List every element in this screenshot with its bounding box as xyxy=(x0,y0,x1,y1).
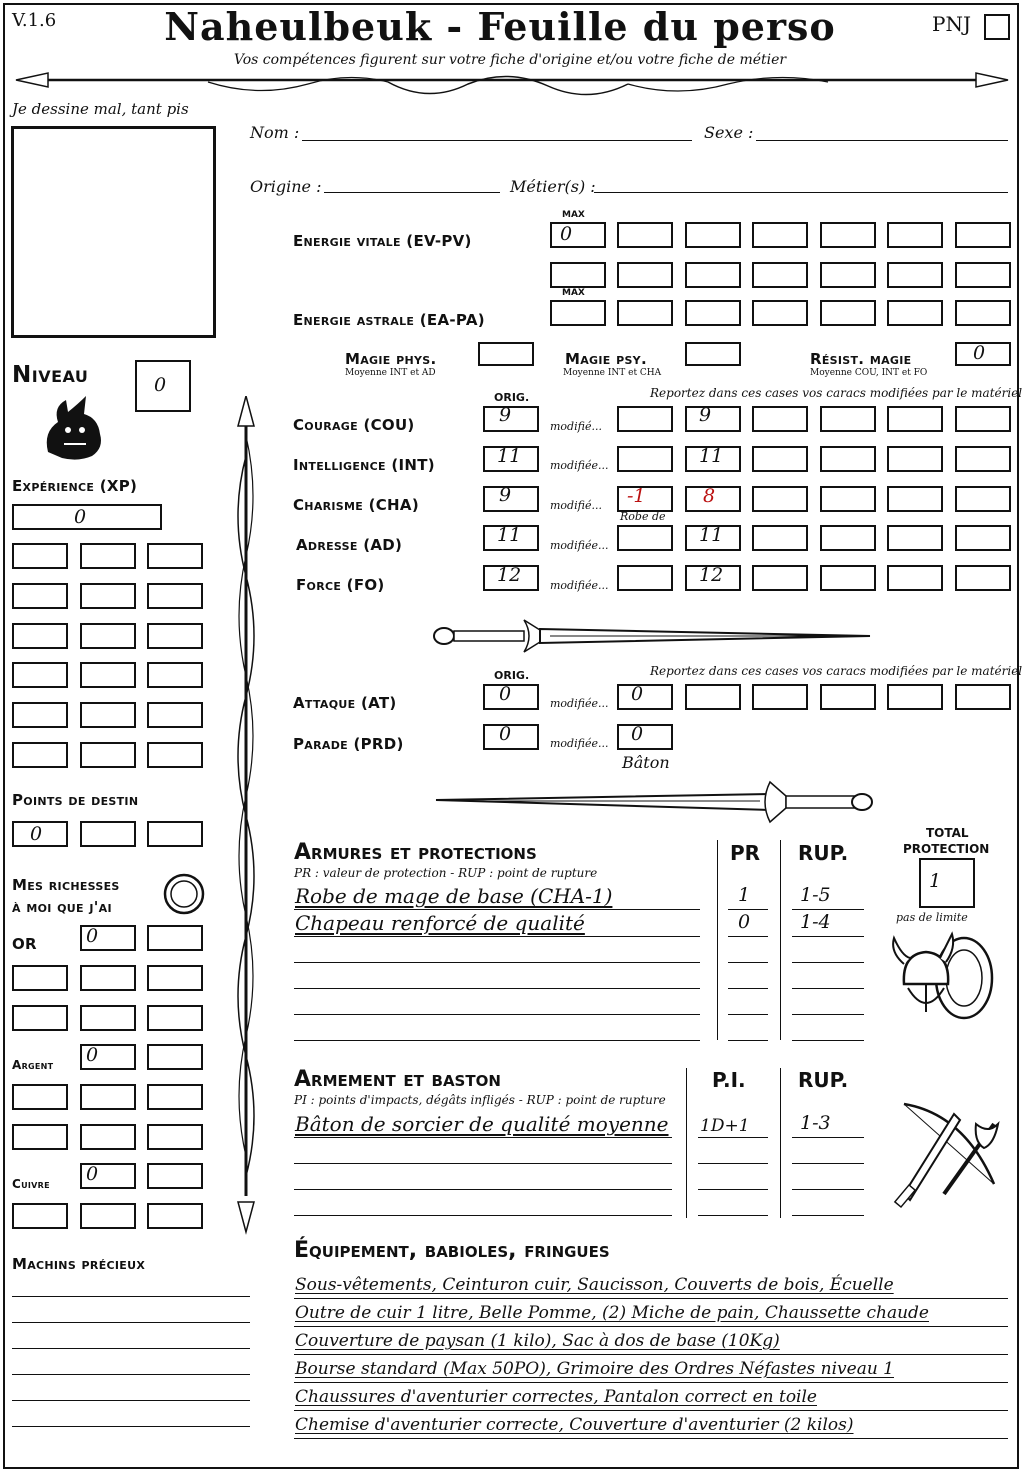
charisme-box[interactable] xyxy=(955,486,1011,512)
xp-box[interactable] xyxy=(12,583,68,609)
machins-line[interactable] xyxy=(12,1426,250,1427)
adresse-mod-box[interactable] xyxy=(617,525,673,551)
ea-box[interactable] xyxy=(617,300,673,326)
attaque-modified: 0 xyxy=(631,683,644,705)
ea-box[interactable] xyxy=(887,300,943,326)
parade-modifiee-label: modifiée... xyxy=(550,737,609,750)
armure-pr-line[interactable] xyxy=(728,962,768,963)
ev-box[interactable] xyxy=(617,222,673,248)
adresse-box[interactable] xyxy=(820,525,876,551)
page-title: Naheulbeuk - Feuille du perso xyxy=(164,4,836,49)
cuivre-value: 0 xyxy=(86,1163,99,1185)
origine-field[interactable] xyxy=(324,192,500,193)
total-protection-value: 1 xyxy=(929,870,942,892)
argent-box[interactable] xyxy=(80,1084,136,1110)
origine-label: Origine : xyxy=(250,177,322,196)
richesses-label-2: à moi que j'ai xyxy=(12,898,112,916)
armement-rup-line[interactable] xyxy=(792,1189,864,1190)
argent-box[interactable] xyxy=(147,1124,203,1150)
xp-box[interactable] xyxy=(80,662,136,688)
destin-box[interactable] xyxy=(80,821,136,847)
courage-box[interactable] xyxy=(887,406,943,432)
attaque-box[interactable] xyxy=(820,684,876,710)
dragon-icon xyxy=(38,392,108,464)
argent-label: Argent xyxy=(12,1058,54,1072)
attaque-box[interactable] xyxy=(955,684,1011,710)
armement-line[interactable] xyxy=(294,1215,672,1216)
force-orig-box[interactable] xyxy=(483,565,539,591)
xp-box[interactable] xyxy=(80,623,136,649)
vertical-spear-icon xyxy=(226,396,266,1256)
xp-box[interactable] xyxy=(147,543,203,569)
adresse-box[interactable] xyxy=(887,525,943,551)
force-modified-box[interactable] xyxy=(685,565,741,591)
charisme-orig: 9 xyxy=(499,484,512,506)
xp-box[interactable] xyxy=(12,623,68,649)
cuivre-box[interactable] xyxy=(80,1203,136,1229)
or-box[interactable] xyxy=(147,925,203,951)
combat-report-note: Reportez dans ces cases vos caracs modifiées par le matériel xyxy=(650,664,1023,678)
xp-box[interactable] xyxy=(12,662,68,688)
parade-modified: 0 xyxy=(631,723,644,745)
armure-pr-line[interactable] xyxy=(728,1040,768,1041)
armure-rup-line[interactable] xyxy=(792,909,864,910)
parade-orig: 0 xyxy=(499,723,512,745)
force-box[interactable] xyxy=(955,565,1011,591)
adresse-modifiee-label: modifiée... xyxy=(550,539,609,552)
cuivre-label: Cuivre xyxy=(12,1177,50,1191)
argent-box[interactable] xyxy=(147,1044,203,1070)
total-protection-label-2: PROTECTION xyxy=(903,842,990,856)
total-protection-label: TOTAL xyxy=(926,826,969,840)
equipement-rule[interactable] xyxy=(294,1382,1008,1383)
armement-line[interactable] xyxy=(294,1163,672,1164)
metier-field[interactable] xyxy=(594,192,1008,193)
armure-row-pr: 1 xyxy=(738,884,751,906)
equipement-rule[interactable] xyxy=(294,1410,1008,1411)
armement-note: PI : points d'impacts, dégâts infligés - RUP : point de rupture xyxy=(294,1093,666,1107)
stats-orig-label: ORIG. xyxy=(494,391,530,404)
charisme-orig-box[interactable] xyxy=(483,486,539,512)
cuivre-box[interactable] xyxy=(12,1203,68,1229)
xp-box[interactable] xyxy=(80,702,136,728)
intelligence-mod-box[interactable] xyxy=(617,446,673,472)
force-box[interactable] xyxy=(820,565,876,591)
cuivre-box[interactable] xyxy=(147,1163,203,1189)
xp-label: Expérience (XP) xyxy=(12,477,138,495)
armement-rup-line[interactable] xyxy=(792,1163,864,1164)
armure-rup-line[interactable] xyxy=(792,988,864,989)
attaque-box[interactable] xyxy=(887,684,943,710)
attaque-modifiee-label: modifiée... xyxy=(550,697,609,710)
combat-orig-label: ORIG. xyxy=(494,669,530,682)
metier-label: Métier(s) : xyxy=(510,177,596,196)
magie-phys-label: Magie phys. xyxy=(345,350,437,368)
sexe-field[interactable] xyxy=(756,140,1008,141)
armure-row-name: Robe de mage de base (CHA-1) xyxy=(295,884,613,908)
intelligence-box[interactable] xyxy=(955,446,1011,472)
or-label: OR xyxy=(12,935,37,953)
armement-divider xyxy=(686,1068,687,1218)
equipement-rule[interactable] xyxy=(294,1438,1008,1439)
attaque-label: Attaque (AT) xyxy=(293,694,397,712)
armure-line[interactable] xyxy=(294,936,700,937)
ev-box[interactable] xyxy=(685,262,741,288)
armure-pr-line[interactable] xyxy=(728,988,768,989)
ev-max-label: MAX xyxy=(562,210,585,220)
cuivre-box[interactable] xyxy=(147,1203,203,1229)
xp-box[interactable] xyxy=(147,583,203,609)
intelligence-modified-box[interactable] xyxy=(685,446,741,472)
niveau-value: 0 xyxy=(154,374,167,396)
parade-note: Bâton xyxy=(622,753,670,772)
charisme-modified: 8 xyxy=(703,485,716,507)
resist-magie-label: Résist. magie xyxy=(810,350,912,368)
sexe-label: Sexe : xyxy=(704,123,754,142)
coin-icon xyxy=(162,872,206,916)
ea-box[interactable] xyxy=(820,300,876,326)
force-box[interactable] xyxy=(752,565,808,591)
armement-pi-line[interactable] xyxy=(698,1215,768,1216)
xp-box[interactable] xyxy=(12,504,162,530)
ea-max-box[interactable] xyxy=(550,300,606,326)
intelligence-orig: 11 xyxy=(497,445,522,467)
argent-box[interactable] xyxy=(80,1124,136,1150)
argent-box[interactable] xyxy=(80,1044,136,1070)
courage-orig-box[interactable] xyxy=(483,406,539,432)
pnj-checkbox[interactable] xyxy=(984,14,1010,40)
machins-line[interactable] xyxy=(12,1348,250,1349)
intelligence-orig-box[interactable] xyxy=(483,446,539,472)
magie-psy-label: Magie psy. xyxy=(565,350,647,368)
armures-divider xyxy=(780,840,781,1040)
armure-row-rup: 1-5 xyxy=(800,884,831,906)
ev-max-value: 0 xyxy=(560,223,573,245)
courage-mod-box[interactable] xyxy=(617,406,673,432)
machins-line[interactable] xyxy=(12,1296,250,1297)
armure-pr-line[interactable] xyxy=(728,909,768,910)
magie-phys-note: Moyenne INT et AD xyxy=(345,368,436,378)
ev-box[interactable] xyxy=(550,262,606,288)
ev-box[interactable] xyxy=(685,222,741,248)
equipement-title: Équipement, babioles, fringues xyxy=(294,1238,610,1263)
niveau-box[interactable] xyxy=(135,360,191,412)
attaque-orig: 0 xyxy=(499,683,512,705)
xp-box[interactable] xyxy=(12,543,68,569)
xp-box[interactable] xyxy=(147,662,203,688)
xp-box[interactable] xyxy=(80,742,136,768)
courage-orig: 9 xyxy=(499,404,512,426)
argent-box[interactable] xyxy=(12,1084,68,1110)
armure-pr-line[interactable] xyxy=(728,1014,768,1015)
armement-rup-line[interactable] xyxy=(792,1215,864,1216)
armement-line[interactable] xyxy=(294,1189,672,1190)
courage-modified-box[interactable] xyxy=(685,406,741,432)
charisme-box[interactable] xyxy=(820,486,876,512)
armement-pi-line[interactable] xyxy=(698,1137,768,1138)
ev-box[interactable] xyxy=(820,262,876,288)
adresse-box[interactable] xyxy=(752,525,808,551)
charisme-box[interactable] xyxy=(752,486,808,512)
charisme-mod: -1 xyxy=(627,485,646,507)
armures-col-pr: PR xyxy=(730,841,761,865)
armement-row-pi: 1D+1 xyxy=(700,1116,750,1136)
equipement-line: Chaussures d'aventurier correctes, Pantalon correct en toile xyxy=(295,1387,817,1407)
richesses-label: Mes richesses xyxy=(12,876,120,894)
resist-magie-box[interactable] xyxy=(955,342,1011,366)
ea-label: Energie astrale (EA-PA) xyxy=(293,311,485,329)
machins-line[interactable] xyxy=(12,1322,250,1323)
intelligence-box[interactable] xyxy=(887,446,943,472)
machins-label: Machins précieux xyxy=(12,1255,146,1273)
page-subtitle: Vos compétences figurent sur votre fiche d'origine et/ou votre fiche de métier xyxy=(233,52,787,68)
armure-line[interactable] xyxy=(294,988,700,989)
armure-line[interactable] xyxy=(294,909,700,910)
parade-modified-box[interactable] xyxy=(617,724,673,750)
sword-icon xyxy=(430,776,876,828)
adresse-orig-box[interactable] xyxy=(483,525,539,551)
armures-col-rup: RUP. xyxy=(798,841,849,865)
pnj-label: PNJ xyxy=(932,12,971,36)
adresse-box[interactable] xyxy=(955,525,1011,551)
argent-box[interactable] xyxy=(12,1124,68,1150)
courage-box[interactable] xyxy=(955,406,1011,432)
ev-box[interactable] xyxy=(752,262,808,288)
argent-box[interactable] xyxy=(147,1084,203,1110)
armure-rup-line[interactable] xyxy=(792,936,864,937)
equipement-line: Outre de cuir 1 litre, Belle Pomme, (2) Miche de pain, Chaussette chaude xyxy=(295,1303,929,1323)
armement-divider xyxy=(780,1068,781,1218)
armure-pr-line[interactable] xyxy=(728,936,768,937)
armure-rup-line[interactable] xyxy=(792,962,864,963)
xp-box[interactable] xyxy=(80,583,136,609)
armement-row-name: Bâton de sorcier de qualité moyenne xyxy=(295,1112,669,1136)
equipement-rule[interactable] xyxy=(294,1326,1008,1327)
or-box[interactable] xyxy=(80,1005,136,1031)
total-protection-box[interactable] xyxy=(919,858,975,908)
stats-report-note: Reportez dans ces cases vos caracs modifiées par le matériel xyxy=(650,386,1023,400)
adresse-modified-box[interactable] xyxy=(685,525,741,551)
or-box[interactable] xyxy=(80,965,136,991)
cuivre-box[interactable] xyxy=(80,1163,136,1189)
ev-box[interactable] xyxy=(887,262,943,288)
courage-modifie-label: modifié... xyxy=(550,420,602,433)
armement-line[interactable] xyxy=(294,1137,672,1138)
intelligence-box[interactable] xyxy=(752,446,808,472)
resist-magie-note: Moyenne COU, INT et FO xyxy=(810,368,928,378)
xp-box[interactable] xyxy=(147,623,203,649)
or-value: 0 xyxy=(86,925,99,947)
xp-box[interactable] xyxy=(12,742,68,768)
xp-box[interactable] xyxy=(147,702,203,728)
charisme-box[interactable] xyxy=(887,486,943,512)
equipement-line: Chemise d'aventurier correcte, Couverture d'aventurier (2 kilos) xyxy=(295,1415,854,1435)
parade-label: Parade (PRD) xyxy=(293,735,404,753)
ea-max-label: MAX xyxy=(562,288,585,298)
charisme-mod-note: Robe de xyxy=(620,510,666,523)
armures-title: Armures et protections xyxy=(294,840,537,865)
force-box[interactable] xyxy=(887,565,943,591)
armement-col-rup: RUP. xyxy=(798,1068,849,1092)
equipement-rule[interactable] xyxy=(294,1298,1008,1299)
armure-row-rup: 1-4 xyxy=(800,911,831,933)
courage-label: Courage (COU) xyxy=(293,416,415,434)
sword-icon xyxy=(430,612,876,658)
intelligence-modifiee-label: modifiée... xyxy=(550,459,609,472)
destin-value: 0 xyxy=(30,823,43,845)
or-box[interactable] xyxy=(147,965,203,991)
xp-box[interactable] xyxy=(12,702,68,728)
adresse-label: Adresse (AD) xyxy=(296,536,403,554)
machins-line[interactable] xyxy=(12,1374,250,1375)
portrait-caption: Je dessine mal, tant pis xyxy=(12,100,189,118)
machins-line[interactable] xyxy=(12,1400,250,1401)
destin-box[interactable] xyxy=(147,821,203,847)
force-mod-box[interactable] xyxy=(617,565,673,591)
courage-box[interactable] xyxy=(820,406,876,432)
parade-orig-box[interactable] xyxy=(483,724,539,750)
magie-psy-box[interactable] xyxy=(685,342,741,366)
armure-line[interactable] xyxy=(294,1014,700,1015)
or-box[interactable] xyxy=(12,1005,68,1031)
charisme-modifie-label: modifié... xyxy=(550,499,602,512)
armement-pi-line[interactable] xyxy=(698,1189,768,1190)
courage-box[interactable] xyxy=(752,406,808,432)
attaque-box[interactable] xyxy=(685,684,741,710)
ev-box[interactable] xyxy=(955,222,1011,248)
version-label: V.1.6 xyxy=(12,10,57,31)
armement-title: Armement et baston xyxy=(294,1067,501,1092)
armure-rup-line[interactable] xyxy=(792,1014,864,1015)
attaque-box[interactable] xyxy=(752,684,808,710)
total-protection-note: pas de limite xyxy=(896,911,968,924)
force-label: Force (FO) xyxy=(296,576,385,594)
armure-rup-line[interactable] xyxy=(792,1040,864,1041)
equipement-line: Bourse standard (Max 50PO), Grimoire des Ordres Néfastes niveau 1 xyxy=(295,1359,894,1379)
armement-row-rup: 1-3 xyxy=(800,1112,831,1134)
armures-divider xyxy=(717,840,718,1040)
ea-box[interactable] xyxy=(685,300,741,326)
armement-col-pi: P.I. xyxy=(712,1068,746,1092)
magie-psy-note: Moyenne INT et CHA xyxy=(563,368,662,378)
destin-label: Points de destin xyxy=(12,791,139,809)
equipement-line: Sous-vêtements, Ceinturon cuir, Saucisson, Couverts de bois, Écuelle xyxy=(295,1275,894,1295)
force-modifiee-label: modifiée... xyxy=(550,579,609,592)
adresse-orig: 11 xyxy=(497,524,522,546)
intelligence-box[interactable] xyxy=(820,446,876,472)
charisme-modified-box[interactable] xyxy=(685,486,741,512)
nom-label: Nom : xyxy=(250,123,300,142)
force-modified: 12 xyxy=(699,564,724,586)
adresse-modified: 11 xyxy=(699,524,724,546)
ev-box[interactable] xyxy=(617,262,673,288)
attaque-modified-box[interactable] xyxy=(617,684,673,710)
xp-value: 0 xyxy=(74,506,87,528)
magie-phys-box[interactable] xyxy=(478,342,534,366)
armure-line[interactable] xyxy=(294,1040,700,1041)
ea-box[interactable] xyxy=(955,300,1011,326)
intelligence-label: Intelligence (INT) xyxy=(293,456,435,474)
resist-magie-value: 0 xyxy=(973,342,986,364)
armure-row-pr: 0 xyxy=(738,911,751,933)
xp-box[interactable] xyxy=(80,543,136,569)
argent-value: 0 xyxy=(86,1044,99,1066)
ev-box[interactable] xyxy=(820,222,876,248)
armement-pi-line[interactable] xyxy=(698,1163,768,1164)
armures-note: PR : valeur de protection - RUP : point de rupture xyxy=(294,866,598,880)
armure-line[interactable] xyxy=(294,962,700,963)
portrait-box[interactable] xyxy=(11,126,216,338)
helmet-shield-icon xyxy=(886,928,998,1028)
or-box[interactable] xyxy=(12,965,68,991)
ea-box[interactable] xyxy=(752,300,808,326)
xp-box[interactable] xyxy=(147,742,203,768)
charisme-mod-box[interactable] xyxy=(617,486,673,512)
ev-label: Energie vitale (EV-PV) xyxy=(293,232,472,250)
ev-box[interactable] xyxy=(887,222,943,248)
equipement-line: Couverture de paysan (1 kilo), Sac à dos de base (10Kg) xyxy=(295,1331,780,1351)
intelligence-modified: 11 xyxy=(699,445,724,467)
nom-field[interactable] xyxy=(302,140,692,141)
niveau-label: Niveau xyxy=(12,362,89,388)
equipement-rule[interactable] xyxy=(294,1354,1008,1355)
armement-rup-line[interactable] xyxy=(792,1137,864,1138)
weapons-icon xyxy=(884,1094,1008,1218)
charisme-label: Charisme (CHA) xyxy=(293,496,419,514)
ev-box[interactable] xyxy=(752,222,808,248)
destin-box[interactable] xyxy=(12,821,68,847)
ev-max-box[interactable] xyxy=(550,222,606,248)
attaque-orig-box[interactable] xyxy=(483,684,539,710)
or-box[interactable] xyxy=(80,925,136,951)
ev-box[interactable] xyxy=(955,262,1011,288)
armure-row-name: Chapeau renforcé de qualité xyxy=(295,911,585,935)
force-orig: 12 xyxy=(497,564,522,586)
or-box[interactable] xyxy=(147,1005,203,1031)
courage-modified: 9 xyxy=(699,404,712,426)
